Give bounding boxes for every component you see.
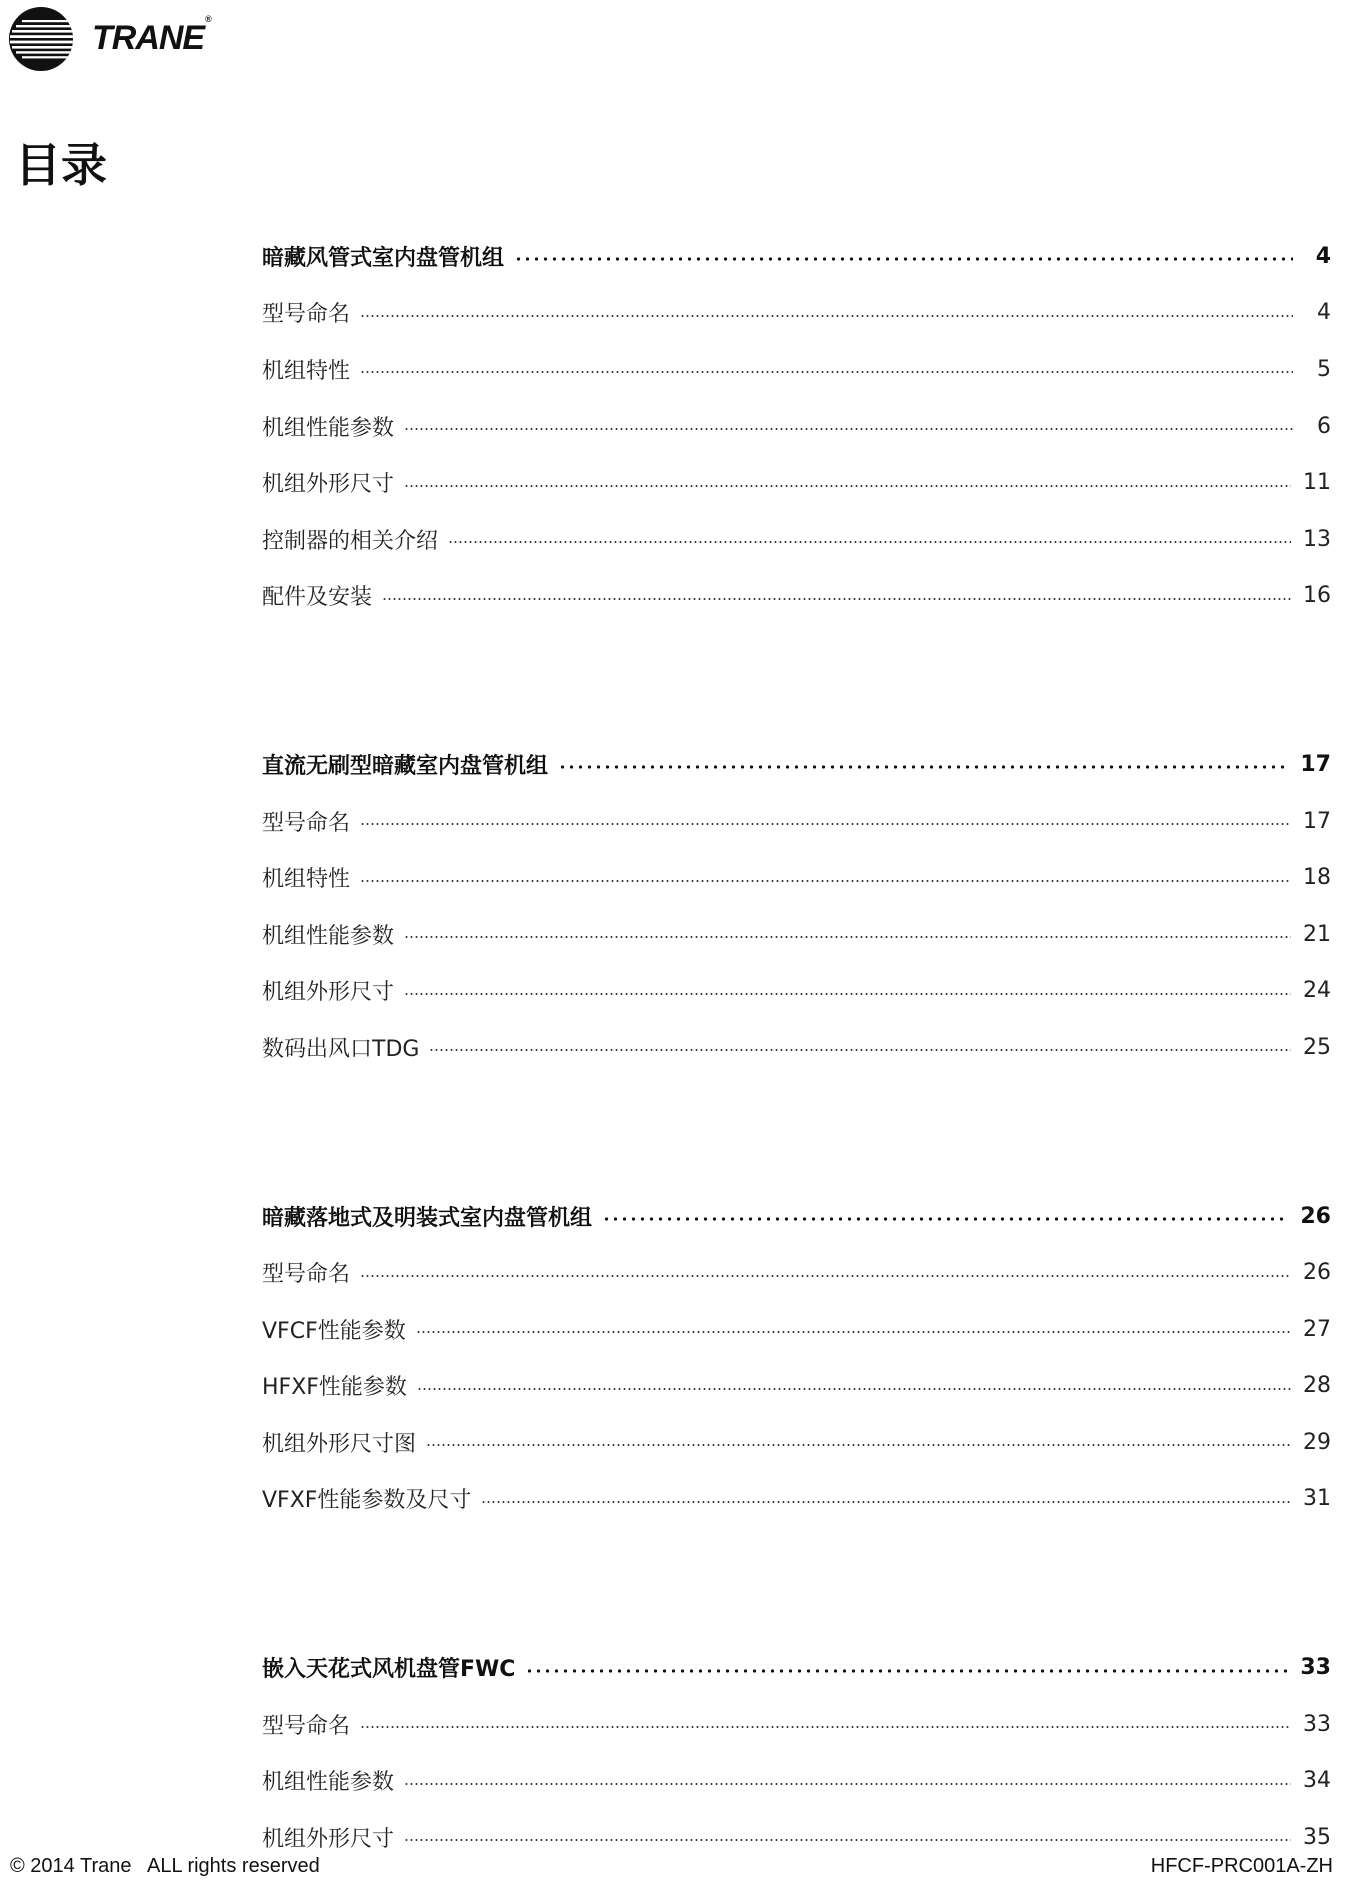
toc-section-title: 暗藏风管式室内盘管机组 <box>262 245 505 271</box>
page-title: 目录 <box>15 138 107 192</box>
toc-entry[interactable] <box>262 1752 1331 1809</box>
toc-entry-label: 机组外形尺寸 <box>262 980 395 1006</box>
dot-leader <box>404 936 1291 938</box>
toc-entry-page: 18 <box>1303 865 1331 891</box>
table-of-contents <box>262 228 1331 1866</box>
dot-leader <box>360 1275 1291 1277</box>
toc-entry-label: 机组特性 <box>262 867 351 893</box>
dot-leader <box>404 1783 1291 1785</box>
toc-entry[interactable] <box>262 511 1331 568</box>
toc-entry-page: 29 <box>1303 1429 1331 1455</box>
dot-leader <box>360 371 1293 373</box>
toc-entry-page: 35 <box>1303 1824 1331 1850</box>
toc-section-heading[interactable] <box>262 1639 1331 1696</box>
toc-entry[interactable] <box>262 454 1331 511</box>
toc-section-page: 33 <box>1300 1655 1331 1681</box>
toc-entry-label: 机组性能参数 <box>262 1770 395 1796</box>
dot-leader <box>404 993 1291 995</box>
toc-entry-label: 机组外形尺寸 <box>262 472 395 498</box>
toc-entry-label: 机组外形尺寸图 <box>262 1431 417 1457</box>
toc-entry[interactable] <box>262 793 1331 850</box>
footer-doc-code: HFCF-PRC001A-ZH <box>1150 1855 1333 1877</box>
toc-entry-page: 27 <box>1303 1316 1331 1342</box>
toc-entry-page: 25 <box>1303 1034 1331 1060</box>
brand-name: TRANE <box>92 18 205 57</box>
toc-section-heading[interactable] <box>262 1188 1331 1245</box>
dot-leader <box>416 1331 1291 1333</box>
dot-leader <box>525 1669 1288 1673</box>
dot-leader <box>404 428 1293 430</box>
dot-leader <box>360 823 1291 825</box>
toc-entry-label: 型号命名 <box>262 810 351 836</box>
toc-entry-page: 24 <box>1303 978 1331 1004</box>
toc-entry[interactable] <box>262 1019 1331 1076</box>
toc-section-title: 嵌入天花式风机盘管FWC <box>262 1657 516 1683</box>
toc-section-title: 直流无刷型暗藏室内盘管机组 <box>262 753 549 779</box>
toc-entry-page: 33 <box>1303 1711 1331 1737</box>
toc-entry-page: 11 <box>1303 470 1331 496</box>
dot-leader <box>382 598 1291 600</box>
dot-leader <box>514 257 1293 261</box>
trane-circle-logo-icon <box>8 6 74 72</box>
toc-entry[interactable] <box>262 1301 1331 1358</box>
dot-leader <box>404 1839 1291 1841</box>
toc-entry[interactable] <box>262 341 1331 398</box>
toc-entry-page: 31 <box>1303 1486 1331 1512</box>
toc-section-page: 4 <box>1315 243 1331 269</box>
toc-entry-label: 型号命名 <box>262 1713 351 1739</box>
toc-entry-label: 机组性能参数 <box>262 415 395 441</box>
toc-entry-page: 6 <box>1317 413 1331 439</box>
dot-leader <box>429 1049 1291 1051</box>
toc-entry-label: 型号命名 <box>262 302 351 328</box>
toc-entry-label: VFXF性能参数及尺寸 <box>262 1488 472 1514</box>
toc-entry-page: 4 <box>1317 300 1331 326</box>
toc-entry[interactable] <box>262 1471 1331 1528</box>
toc-entry-page: 28 <box>1303 1373 1331 1399</box>
toc-entry-label: 控制器的相关介绍 <box>262 528 439 554</box>
toc-entry[interactable] <box>262 1244 1331 1301</box>
dot-leader <box>417 1388 1291 1390</box>
toc-entry[interactable] <box>262 285 1331 342</box>
dot-leader <box>481 1501 1291 1503</box>
toc-entry-page: 21 <box>1303 921 1331 947</box>
toc-entry[interactable] <box>262 963 1331 1020</box>
dot-leader <box>448 541 1291 543</box>
toc-section-heading[interactable] <box>262 736 1331 793</box>
toc-entry[interactable] <box>262 1358 1331 1415</box>
registered-mark: ® <box>205 14 211 25</box>
dot-leader <box>360 315 1293 317</box>
toc-entry-page: 26 <box>1303 1260 1331 1286</box>
toc-section-page: 26 <box>1300 1203 1331 1229</box>
toc-entry-label: 机组外形尺寸 <box>262 1826 395 1852</box>
toc-entry-label: 数码出风口TDG <box>262 1036 420 1062</box>
toc-entry-label: 型号命名 <box>262 1262 351 1288</box>
dot-leader <box>558 765 1288 769</box>
toc-entry-page: 5 <box>1317 356 1331 382</box>
toc-section-title: 暗藏落地式及明装式室内盘管机组 <box>262 1205 593 1231</box>
toc-section-heading[interactable] <box>262 228 1331 285</box>
brand-wordmark <box>92 14 211 58</box>
toc-entry-page: 16 <box>1303 583 1331 609</box>
toc-entry-label: 机组特性 <box>262 358 351 384</box>
toc-entry-page: 13 <box>1303 526 1331 552</box>
toc-entry-label: VFCF性能参数 <box>262 1318 406 1344</box>
brand-logo <box>8 0 211 78</box>
toc-section-page: 17 <box>1300 751 1331 777</box>
dot-leader <box>426 1444 1291 1446</box>
toc-entry[interactable] <box>262 568 1331 625</box>
toc-entry-label: 配件及安装 <box>262 585 373 611</box>
toc-entry-page: 34 <box>1303 1768 1331 1794</box>
dot-leader <box>602 1217 1288 1221</box>
toc-entry[interactable] <box>262 849 1331 906</box>
dot-leader <box>360 1726 1291 1728</box>
toc-entry-label: HFXF性能参数 <box>262 1375 407 1401</box>
toc-entry-label: 机组性能参数 <box>262 923 395 949</box>
dot-leader <box>404 485 1291 487</box>
footer-copyright: © 2014 Trane ALL rights reserved <box>10 1855 320 1877</box>
toc-entry[interactable] <box>262 1696 1331 1753</box>
toc-entry[interactable] <box>262 1414 1331 1471</box>
dot-leader <box>360 880 1291 882</box>
toc-entry[interactable] <box>262 906 1331 963</box>
toc-entry[interactable] <box>262 398 1331 455</box>
toc-entry-page: 17 <box>1303 808 1331 834</box>
